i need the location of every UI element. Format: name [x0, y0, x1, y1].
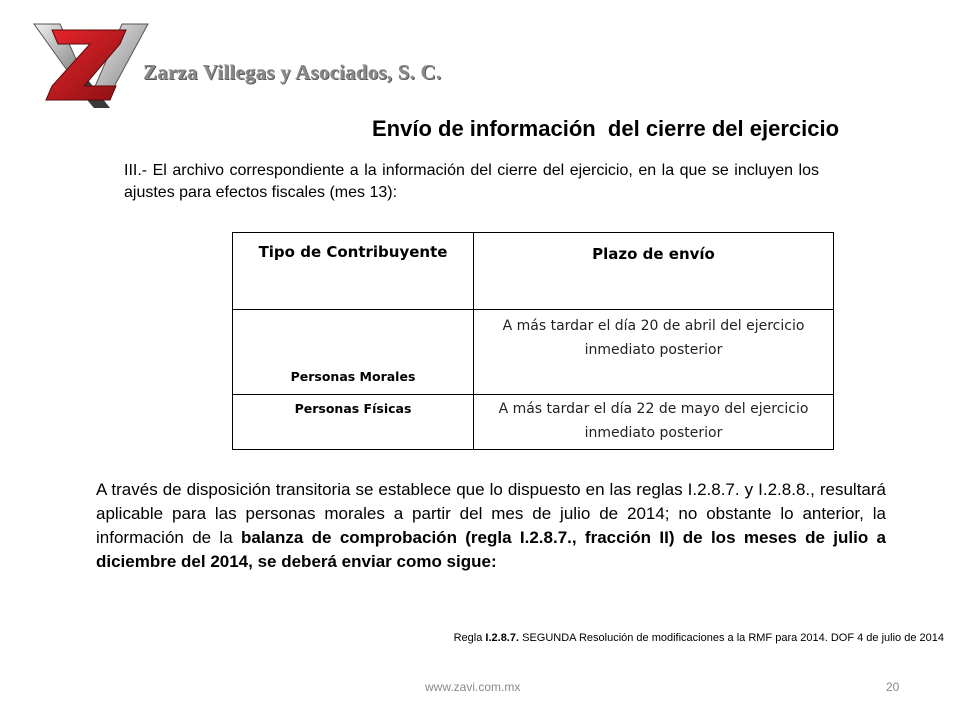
page-number: 20 — [886, 680, 900, 694]
company-name: Zarza Villegas y Asociados, S. C. — [143, 60, 442, 84]
reference-note — [346, 632, 944, 644]
table-row — [233, 310, 834, 395]
cell-plazo-morales: A más tardar el día 20 de abril del ejercicio inmediato posterior — [474, 310, 834, 395]
body-paragraph — [96, 478, 886, 574]
reference-suffix: SEGUNDA Resolución de modificaciones a la RMF para 2014. DOF 4 de julio de 2014 — [519, 632, 944, 644]
table-row — [233, 395, 834, 450]
footer-url: www.zavi.com.mx — [425, 680, 521, 694]
cell-plazo-fisicas: A más tardar el día 22 de mayo del ejercicio inmediato posterior — [474, 395, 834, 450]
cell-tipo-morales: Personas Morales — [233, 310, 474, 395]
plazos-table — [232, 232, 834, 450]
company-logo — [30, 20, 150, 110]
slide-title: Envío de información del cierre del ejercicio — [372, 116, 840, 141]
cell-tipo-fisicas: Personas Físicas — [233, 395, 474, 450]
header-plazo: Plazo de envío — [474, 233, 834, 310]
header-tipo: Tipo de Contribuyente — [233, 233, 474, 310]
body-text-bold: balanza de comprobación (regla I.2.8.7., fracción II) de los meses de julio a diciembre del 2014, se deberá enviar como sigue: — [96, 528, 886, 571]
body-text-normal: A través de disposición transitoria se establece que lo dispuesto en las reglas I.2.8.7. y I.2.8.8., resultará aplicable para las personas morales a partir del mes de julio de 2014; no obstante lo anterior, la información de la — [96, 480, 886, 547]
reference-rule: I.2.8.7. — [485, 632, 520, 644]
table-header-row — [233, 233, 834, 310]
intro-paragraph: III.- El archivo correspondiente a la información del cierre del ejercicio, en la que se incluyen los ajustes para efectos fiscales (mes 13): — [124, 162, 819, 201]
reference-prefix: Regla — [453, 632, 486, 644]
